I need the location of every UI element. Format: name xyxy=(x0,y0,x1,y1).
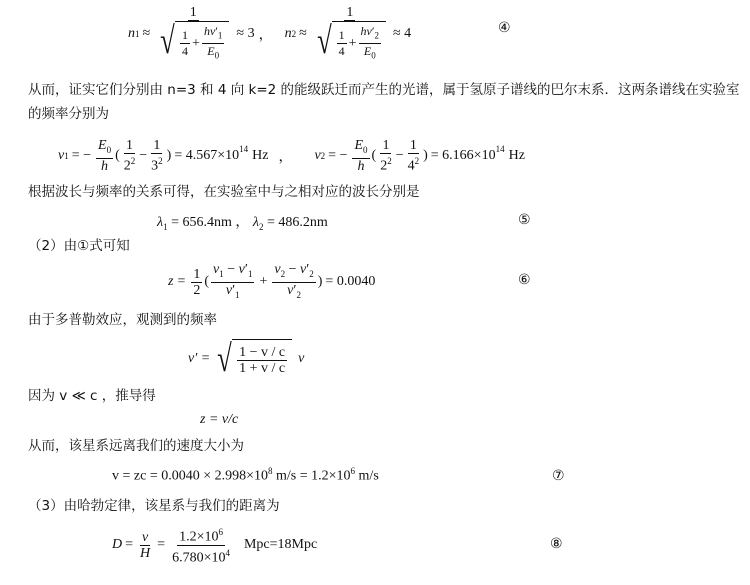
distance-result: Mpc=18Mpc xyxy=(243,537,318,552)
quarter xyxy=(180,28,190,59)
n-equations xyxy=(128,4,411,64)
prime: ′ xyxy=(215,23,218,38)
lambda1-symbol: λ xyxy=(157,215,164,230)
num-exp: 6 xyxy=(218,526,223,537)
minus-sign: − xyxy=(395,148,404,163)
lambda1-value: = 656.4nm ， xyxy=(171,215,250,230)
quarter-num: 1 xyxy=(338,28,345,42)
velocity-mid: m/s = 1.2×10 xyxy=(272,468,351,484)
lambda2-sub: 2 xyxy=(258,221,264,232)
velocity-unit: m/s xyxy=(355,468,379,484)
nu-sub: 1 xyxy=(217,30,223,40)
n2-symbol: n xyxy=(284,26,292,41)
nu: ν xyxy=(238,261,245,277)
paragraph-velocity-intro: 从而，该星系远离我们的速度大小为 xyxy=(28,438,244,454)
plus-sign: + xyxy=(259,274,268,289)
e0-over-h-1 xyxy=(96,138,113,174)
velocity-exp2: 6 xyxy=(350,466,356,476)
e-sub: 0 xyxy=(214,50,220,61)
nu2-value: = 6.166×10 xyxy=(430,148,496,163)
v-over-h xyxy=(138,530,152,561)
minus-sign: − xyxy=(139,148,148,163)
h-den: h xyxy=(101,158,109,174)
n2-denominator xyxy=(312,21,388,64)
nu2-symbol: ν xyxy=(314,148,321,163)
e0-num xyxy=(96,138,113,159)
sq: 2 xyxy=(387,156,392,167)
half-num: 1 xyxy=(193,266,201,282)
equals-minus: = − xyxy=(71,148,92,163)
equation-number-5: ⑤ xyxy=(518,212,531,228)
e0-den xyxy=(362,44,378,63)
wavelength-values xyxy=(157,211,328,232)
num-value: 1.2×10 xyxy=(179,529,219,545)
z-symbol: z xyxy=(168,274,174,289)
approx-sign: ≈ xyxy=(142,26,151,41)
inv-2sq xyxy=(122,138,138,174)
part-3-heading: （3）由哈勃定律，该星系与我们的距离为 xyxy=(28,498,280,514)
doppler-den: 1 + v / c xyxy=(239,361,286,376)
velocity-exp1: 8 xyxy=(268,466,273,476)
doppler-equation xyxy=(188,334,304,384)
equation-number-8: ⑧ xyxy=(550,536,563,552)
sub: 2 xyxy=(309,268,314,279)
sub: 2 xyxy=(296,289,301,300)
nu-symbol: ν xyxy=(366,23,372,38)
inv-2sq xyxy=(378,138,394,174)
n1-result: ≈ 3 xyxy=(236,26,255,41)
nu-rhs: ν xyxy=(298,351,305,366)
n2-fraction xyxy=(312,5,388,64)
e-symbol: E xyxy=(354,138,364,154)
velocity-main: v = zc = 0.0040 × 2.998×10 xyxy=(112,468,269,484)
unit-hz: Hz xyxy=(252,148,269,163)
paren-open: ( xyxy=(371,148,377,163)
part-2-heading: （2）由①式可知 xyxy=(28,238,130,254)
e-sub: 0 xyxy=(106,144,112,155)
den-exp: 4 xyxy=(225,547,230,558)
one: 1 xyxy=(409,138,417,154)
quarter-den: 4 xyxy=(182,44,189,58)
paren-close: ) xyxy=(317,274,323,289)
e0-den xyxy=(205,44,221,63)
separator: ， xyxy=(258,28,273,43)
one: 1 xyxy=(126,138,133,154)
e-sub: 0 xyxy=(371,50,376,61)
three-sq xyxy=(149,154,165,174)
half xyxy=(191,267,202,298)
nu: ν xyxy=(225,282,233,298)
sq: 2 xyxy=(130,156,136,167)
plus-sign: + xyxy=(192,36,200,51)
paren-close: ) xyxy=(423,148,428,163)
distance-equation xyxy=(112,520,317,570)
sub: 1 xyxy=(247,268,253,279)
term1-num: $\nu_1 - \nu'_1$ xyxy=(211,262,254,283)
velocity-equation xyxy=(112,466,379,485)
paragraph-transition: 从而，证实它们分别由 n=3 和 4 向 k=2 的能级跃迁而产生的光谱，属于氢原子谱线的巴尔末系．这两条谱线在实验室 xyxy=(28,82,740,98)
v-num: v xyxy=(141,529,149,545)
nu: ν xyxy=(213,261,220,277)
nu1-exp: 14 xyxy=(239,144,249,154)
two-sq xyxy=(378,154,394,174)
approx-sign: ≈ xyxy=(299,26,307,41)
n1-sqrt xyxy=(157,21,229,64)
base: 2 xyxy=(123,158,131,174)
doppler-radicand xyxy=(232,339,292,379)
equation-number-4: ④ xyxy=(498,20,511,36)
paragraph-approx: 因为 v ≪ c ，推导得 xyxy=(28,388,156,404)
redshift-equation xyxy=(168,260,375,304)
doppler-sqrt xyxy=(214,339,292,379)
h-symbol: h xyxy=(360,23,367,38)
term2 xyxy=(272,262,315,303)
nu1-sub: 1 xyxy=(64,151,69,161)
nu-prime-lhs: ν′ = xyxy=(188,351,211,366)
half-den: 2 xyxy=(193,282,201,298)
plus-sign: + xyxy=(348,36,357,51)
four-sq xyxy=(406,154,422,174)
term1-den: $\nu'_1$ xyxy=(225,282,240,300)
sq: 2 xyxy=(158,156,163,167)
one: 1 xyxy=(153,138,161,154)
h-nu-over-e0 xyxy=(202,24,224,64)
paragraph-frequency-intro: 的频率分别为 xyxy=(28,106,109,122)
e0-num xyxy=(352,138,369,159)
minus: − xyxy=(288,261,297,277)
n2-radicand xyxy=(332,21,386,64)
term2-num: $\nu_2 - \nu'_2$ xyxy=(272,262,315,283)
h-den: h xyxy=(357,158,365,174)
h-den: H xyxy=(140,545,151,561)
nu: ν xyxy=(287,282,294,298)
h-nu-num xyxy=(202,24,224,44)
equals-sign: = xyxy=(157,537,166,552)
radical-sign: √ xyxy=(217,338,232,380)
radical-sign: √ xyxy=(316,19,332,62)
n1-fraction xyxy=(155,5,231,64)
n2-sqrt xyxy=(314,21,386,64)
term2-den: $\nu'_2$ xyxy=(287,282,301,300)
quarter-num: 1 xyxy=(182,28,189,42)
nu-sub: 2 xyxy=(374,30,379,40)
paragraph-wavelength-intro: 根据波长与频率的关系可得，在实验室中与之相对应的波长分别是 xyxy=(28,184,420,200)
frequency-equations xyxy=(58,134,525,178)
term1 xyxy=(211,262,254,303)
nu: ν xyxy=(274,261,281,277)
lambda2-value: = 486.2nm xyxy=(266,215,328,230)
distance-num xyxy=(177,525,225,546)
sub: 1 xyxy=(219,268,224,279)
n1-denominator xyxy=(155,21,231,64)
sq: 2 xyxy=(414,156,420,167)
paren-close: ) xyxy=(166,148,172,163)
inv-3sq xyxy=(149,138,165,174)
den-value: 6.780×10 xyxy=(172,550,226,566)
inv-4sq xyxy=(406,138,422,174)
doppler-fraction xyxy=(237,345,287,376)
nu1-symbol: ν xyxy=(58,148,65,163)
n2-numerator: 1 xyxy=(346,4,354,20)
equals-sign: = xyxy=(125,537,134,552)
z-equals-v-over-c: z = v/c xyxy=(200,412,239,427)
quarter xyxy=(337,28,347,59)
doppler-num: 1 − v / c xyxy=(239,345,286,360)
paragraph-doppler: 由于多普勒效应，观测到的频率 xyxy=(28,312,217,328)
e0-over-h-2 xyxy=(352,138,369,174)
paren-open: ( xyxy=(204,274,210,289)
e-symbol: E xyxy=(207,44,215,58)
e-symbol: E xyxy=(98,138,107,154)
paren-open: ( xyxy=(115,148,120,163)
prime: ′ xyxy=(371,23,375,38)
nu-symbol: ν xyxy=(209,23,216,38)
equation-number-7: ⑦ xyxy=(552,468,565,484)
nu1-value: = 4.567×10 xyxy=(174,148,240,163)
nu2-exp: 14 xyxy=(495,144,505,154)
base: 2 xyxy=(380,158,388,174)
n1-radicand xyxy=(175,21,229,64)
base: 4 xyxy=(407,158,415,174)
lambda2-symbol: λ xyxy=(252,215,259,230)
radical-sign: √ xyxy=(160,19,175,62)
sub: 2 xyxy=(280,268,286,279)
n2-result: ≈ 4 xyxy=(393,26,412,41)
separator: ， xyxy=(278,150,293,165)
base: 3 xyxy=(151,158,159,174)
minus: − xyxy=(227,261,236,277)
n1-symbol: n xyxy=(128,26,135,41)
h-symbol: h xyxy=(203,23,210,38)
unit-hz: Hz xyxy=(508,148,525,163)
e-sub: 0 xyxy=(363,144,368,155)
nu2-sub: 2 xyxy=(320,151,326,161)
equation-number-6: ⑥ xyxy=(518,272,531,288)
e-symbol: E xyxy=(363,44,372,58)
n1-subscript: 1 xyxy=(135,29,140,39)
quarter-den: 4 xyxy=(338,44,345,58)
one: 1 xyxy=(382,138,390,154)
nu: ν xyxy=(299,261,307,277)
d-symbol: D xyxy=(112,537,123,552)
lambda1-sub: 1 xyxy=(163,221,168,232)
equals-sign: = xyxy=(177,274,186,289)
n1-numerator: 1 xyxy=(189,4,197,20)
z-value: = 0.0040 xyxy=(325,274,376,289)
distance-fraction xyxy=(170,525,232,565)
equals-minus: = − xyxy=(328,148,348,163)
n2-subscript: 2 xyxy=(291,29,297,39)
distance-den xyxy=(170,546,232,566)
h-nu-num xyxy=(359,24,381,44)
h-nu-over-e0 xyxy=(359,24,381,64)
sub: 1 xyxy=(235,289,240,300)
two-sq xyxy=(122,154,138,174)
